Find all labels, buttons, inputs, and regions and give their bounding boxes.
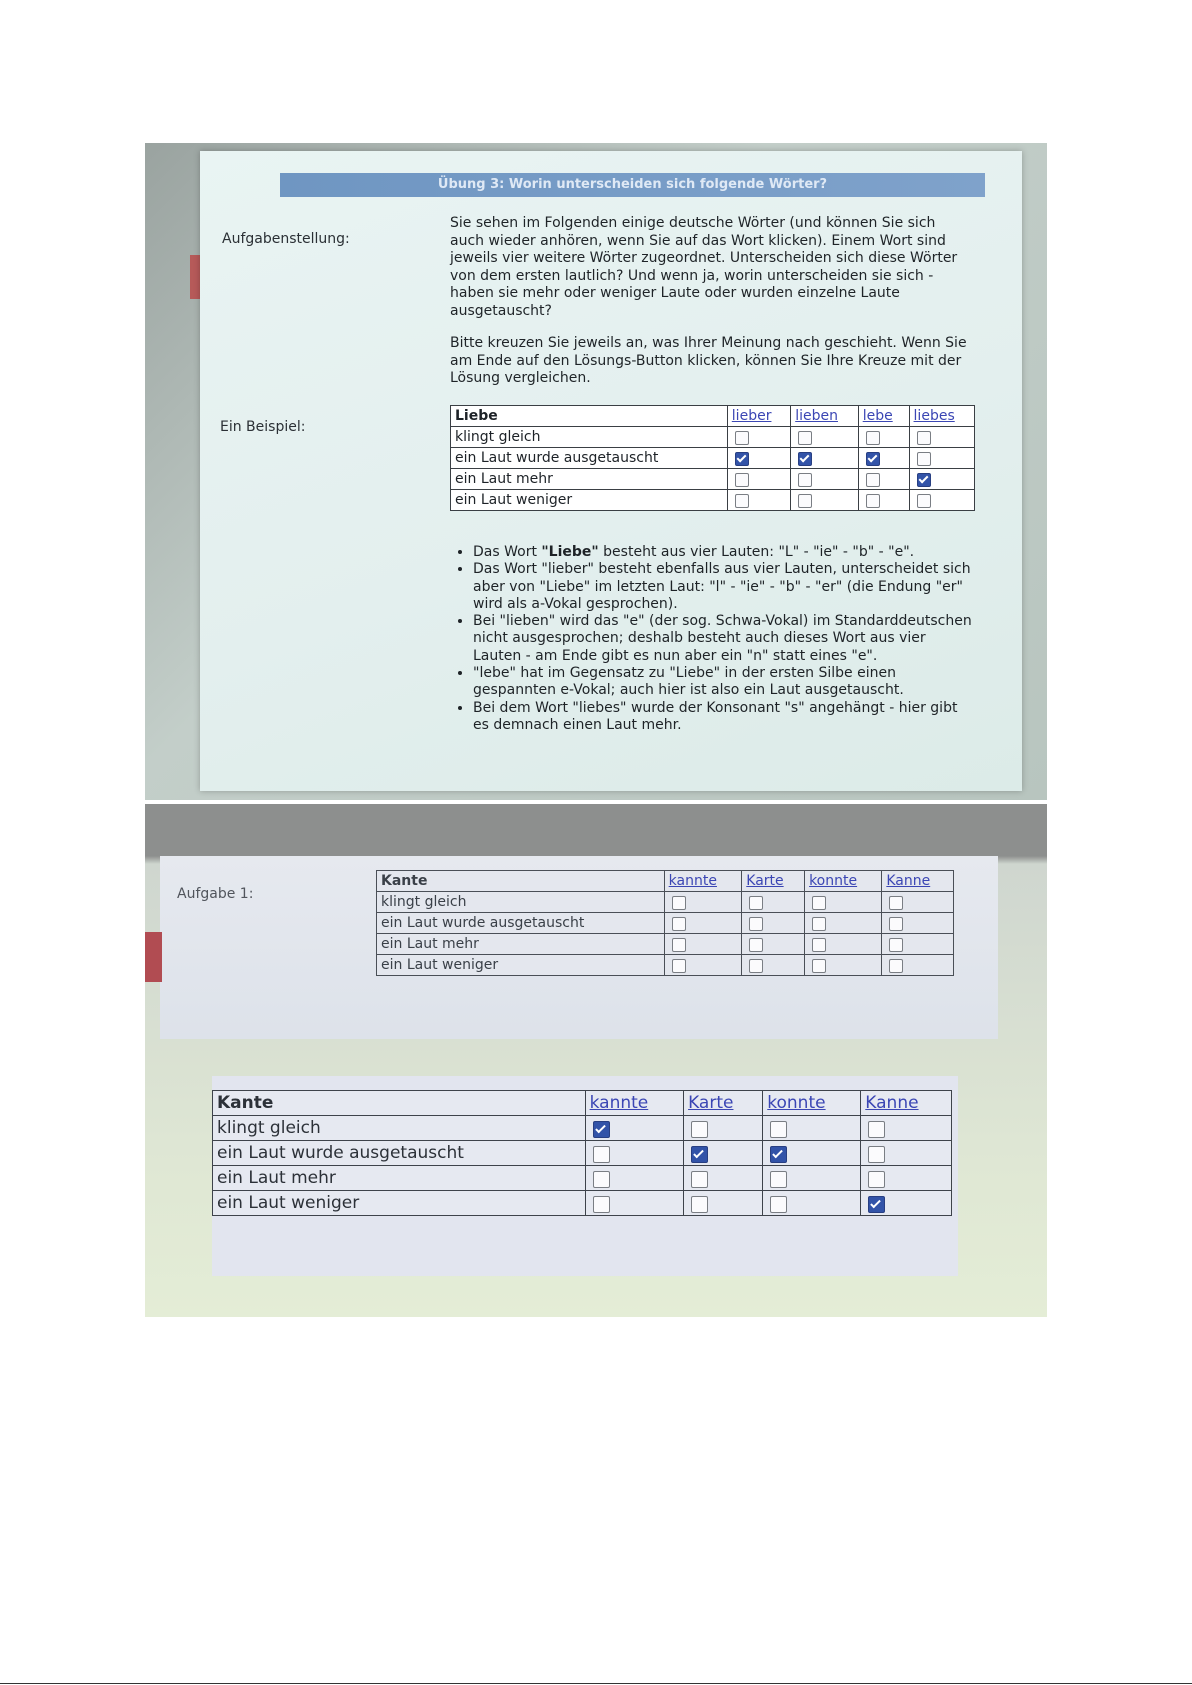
- explanation-item: [473, 665, 973, 700]
- row-label: ein Laut weniger: [213, 1191, 586, 1216]
- checkbox-cell: [861, 1191, 952, 1216]
- checkbox-cell: [858, 427, 909, 448]
- explanation-text: Das Wort "lieber" besteht ebenfalls aus vier Lauten, unterscheidet sich aber von "Liebe" im letzten Laut: "l" - "ie" - "b" - "er" (die Endung "er" wird als a-Vokal gesprochen).: [473, 561, 971, 612]
- answer-checkbox[interactable]: [735, 473, 749, 487]
- row-label: ein Laut wurde ausgetauscht: [213, 1141, 586, 1166]
- explanation-text: besteht aus vier Lauten: "L" - "ie" - "b" - "e".: [598, 544, 915, 560]
- example-label: Ein Beispiel:: [220, 419, 306, 435]
- task1-table: [376, 870, 954, 976]
- answer-checkbox[interactable]: [770, 1146, 787, 1163]
- checkbox-cell: [882, 934, 954, 955]
- word-column-header: [664, 871, 742, 892]
- word-audio-link[interactable]: liebes: [913, 408, 955, 424]
- explanation-bold-word: "Liebe": [541, 544, 599, 560]
- word-audio-link[interactable]: kannte: [589, 1093, 649, 1113]
- answer-checkbox[interactable]: [798, 452, 812, 466]
- checkbox-cell: [742, 955, 805, 976]
- checkbox-cell: [742, 934, 805, 955]
- table-row: [451, 490, 975, 511]
- answer-checkbox[interactable]: [770, 1171, 787, 1188]
- word-audio-link[interactable]: lieber: [731, 408, 772, 424]
- answer-checkbox[interactable]: [868, 1121, 885, 1138]
- checkbox-cell: [742, 913, 805, 934]
- checkbox-cell: [585, 1191, 683, 1216]
- answer-checkbox[interactable]: [770, 1196, 787, 1213]
- task1-label: Aufgabe 1:: [177, 886, 254, 902]
- table-row: [451, 469, 975, 490]
- table-row: [213, 1141, 952, 1166]
- table-row: [377, 892, 954, 913]
- word-audio-link[interactable]: Karte: [688, 1093, 734, 1113]
- checkbox-cell: [858, 490, 909, 511]
- explanation-item: [473, 613, 973, 665]
- checkbox-cell: [909, 469, 974, 490]
- row-label: ein Laut wurde ausgetauscht: [451, 448, 728, 469]
- answer-checkbox[interactable]: [593, 1121, 610, 1138]
- explanation-list: [455, 544, 973, 734]
- table-row: [377, 934, 954, 955]
- word-audio-link[interactable]: konnte: [809, 873, 858, 889]
- checkbox-cell: [664, 955, 742, 976]
- answer-checkbox[interactable]: [866, 473, 880, 487]
- checkbox-cell: [763, 1116, 861, 1141]
- checkbox-cell: [664, 934, 742, 955]
- solution-table: [212, 1090, 952, 1216]
- row-label: ein Laut mehr: [377, 934, 665, 955]
- checkbox-cell: [727, 469, 790, 490]
- word-column-header: [791, 406, 858, 427]
- answer-checkbox[interactable]: [672, 917, 686, 931]
- explanation-text: Bei "lieben" wird das "e" (der sog. Schwa-Vokal) im Standarddeutschen nicht ausgesprochen; deshalb besteht auch dieses Wort aus vier Lauten - am Ende gibt es nun aber ein "n" statt eines "e".: [473, 613, 972, 664]
- answer-checkbox[interactable]: [812, 938, 826, 952]
- word-audio-link[interactable]: Karte: [746, 873, 784, 889]
- word-column-header: [684, 1091, 763, 1116]
- checkbox-cell: [909, 490, 974, 511]
- explanation-item: [473, 561, 973, 613]
- answer-checkbox[interactable]: [798, 431, 812, 445]
- checkbox-cell: [909, 448, 974, 469]
- answer-checkbox[interactable]: [691, 1146, 708, 1163]
- checkbox-cell: [727, 490, 790, 511]
- answer-checkbox[interactable]: [868, 1171, 885, 1188]
- explanation-item: [473, 700, 973, 735]
- checkbox-cell: [684, 1116, 763, 1141]
- answer-checkbox[interactable]: [735, 452, 749, 466]
- answer-checkbox[interactable]: [672, 896, 686, 910]
- word-audio-link[interactable]: lebe: [862, 408, 893, 424]
- row-label: klingt gleich: [213, 1116, 586, 1141]
- example-table: [450, 405, 975, 511]
- checkbox-cell: [791, 490, 858, 511]
- table-row: [377, 955, 954, 976]
- word-column-header: [585, 1091, 683, 1116]
- exercise-title: Übung 3: Worin unterscheiden sich folgende Wörter?: [280, 173, 985, 197]
- checkbox-cell: [763, 1191, 861, 1216]
- checkbox-cell: [742, 892, 805, 913]
- answer-checkbox[interactable]: [889, 959, 903, 973]
- checkbox-cell: [791, 427, 858, 448]
- checkbox-cell: [791, 448, 858, 469]
- answer-checkbox[interactable]: [812, 917, 826, 931]
- word-audio-link[interactable]: konnte: [767, 1093, 826, 1113]
- answer-checkbox[interactable]: [798, 473, 812, 487]
- checkbox-cell: [684, 1166, 763, 1191]
- word-audio-link[interactable]: Kanne: [865, 1093, 919, 1113]
- checkbox-cell: [763, 1141, 861, 1166]
- answer-checkbox[interactable]: [866, 494, 880, 508]
- photo-task-and-solution: [145, 804, 1047, 1317]
- photo-exercise-example: [145, 143, 1047, 800]
- row-label: ein Laut wurde ausgetauscht: [377, 913, 665, 934]
- row-label: klingt gleich: [377, 892, 665, 913]
- table-row: [451, 427, 975, 448]
- answer-checkbox[interactable]: [889, 896, 903, 910]
- row-label: ein Laut weniger: [377, 955, 665, 976]
- word-column-header: [882, 871, 954, 892]
- page-bottom-rule: [0, 1683, 1192, 1684]
- answer-checkbox[interactable]: [749, 938, 763, 952]
- explanation-text: "lebe" hat im Gegensatz zu "Liebe" in der ersten Silbe einen gespannten e-Vokal; auch hier ist also ein Laut ausgetauscht.: [473, 665, 904, 699]
- word-column-header: [742, 871, 805, 892]
- checkbox-cell: [861, 1166, 952, 1191]
- answer-checkbox[interactable]: [889, 938, 903, 952]
- table-header-row: [451, 406, 975, 427]
- checkbox-cell: [858, 469, 909, 490]
- red-accent-bar: [145, 932, 162, 982]
- checkbox-cell: [861, 1116, 952, 1141]
- answer-checkbox[interactable]: [812, 896, 826, 910]
- checkbox-cell: [805, 892, 882, 913]
- task-text: Sie sehen im Folgenden einige deutsche Wörter (und können Sie sich auch wieder anhören, wenn Sie auf das Wort klicken). Einem Wort sind jeweils vier weitere Wörter zugeordnet. Unterscheiden sich diese Wörter von dem ersten lautlich? Und wenn ja, worin unterscheiden sie sich - haben sie mehr oder weniger Laute oder wurden einzelne Laute ausgetauscht?: [450, 215, 958, 319]
- answer-checkbox[interactable]: [593, 1196, 610, 1213]
- answer-checkbox[interactable]: [749, 917, 763, 931]
- checkbox-cell: [791, 469, 858, 490]
- word-column-header: [861, 1091, 952, 1116]
- explanation-text: Bei dem Wort "liebes" wurde der Konsonant "s" angehängt - hier gibt es demnach einen Laut mehr.: [473, 699, 958, 733]
- checkbox-cell: [727, 448, 790, 469]
- checkbox-cell: [861, 1141, 952, 1166]
- solution-screen: [212, 1076, 958, 1276]
- answer-checkbox[interactable]: [798, 494, 812, 508]
- table-row: [451, 448, 975, 469]
- answer-checkbox[interactable]: [735, 431, 749, 445]
- table-base-word: Kante: [213, 1091, 586, 1116]
- answer-checkbox[interactable]: [812, 959, 826, 973]
- table-base-word: Kante: [377, 871, 665, 892]
- word-audio-link[interactable]: kannte: [668, 873, 717, 889]
- answer-checkbox[interactable]: [593, 1171, 610, 1188]
- exercise-screen: [200, 151, 1022, 791]
- checkbox-cell: [805, 913, 882, 934]
- answer-checkbox[interactable]: [917, 431, 931, 445]
- answer-checkbox[interactable]: [868, 1196, 885, 1213]
- checkbox-cell: [882, 913, 954, 934]
- answer-checkbox[interactable]: [672, 938, 686, 952]
- answer-checkbox[interactable]: [593, 1146, 610, 1163]
- answer-checkbox[interactable]: [889, 917, 903, 931]
- answer-checkbox[interactable]: [691, 1171, 708, 1188]
- explanation-text: Das Wort: [473, 544, 542, 560]
- word-column-header: [805, 871, 882, 892]
- instruction-text: Bitte kreuzen Sie jeweils an, was Ihrer Meinung nach geschieht. Wenn Sie am Ende auf den Lösungs-Button klicken, können Sie Ihre Kreuze mit der Lösung vergleichen.: [450, 335, 967, 386]
- row-label: ein Laut weniger: [451, 490, 728, 511]
- table-row: [213, 1116, 952, 1141]
- row-label: klingt gleich: [451, 427, 728, 448]
- table-row: [377, 913, 954, 934]
- checkbox-cell: [684, 1191, 763, 1216]
- explanation-item: [473, 544, 973, 561]
- answer-checkbox[interactable]: [770, 1121, 787, 1138]
- word-audio-link[interactable]: lieben: [795, 408, 838, 424]
- answer-checkbox[interactable]: [917, 473, 931, 487]
- task-screen: [160, 856, 998, 1039]
- answer-checkbox[interactable]: [735, 494, 749, 508]
- row-label: ein Laut mehr: [213, 1166, 586, 1191]
- row-label: ein Laut mehr: [451, 469, 728, 490]
- answer-checkbox[interactable]: [917, 452, 931, 466]
- word-column-header: [763, 1091, 861, 1116]
- table-base-word: Liebe: [451, 406, 728, 427]
- answer-checkbox[interactable]: [749, 896, 763, 910]
- answer-checkbox[interactable]: [868, 1146, 885, 1163]
- answer-checkbox[interactable]: [691, 1196, 708, 1213]
- checkbox-cell: [882, 892, 954, 913]
- checkbox-cell: [858, 448, 909, 469]
- answer-checkbox[interactable]: [691, 1121, 708, 1138]
- checkbox-cell: [585, 1141, 683, 1166]
- table-header-row: [213, 1091, 952, 1116]
- answer-checkbox[interactable]: [917, 494, 931, 508]
- word-column-header: [858, 406, 909, 427]
- table-header-row: [377, 871, 954, 892]
- word-column-header: [909, 406, 974, 427]
- checkbox-cell: [664, 913, 742, 934]
- checkbox-cell: [805, 955, 882, 976]
- checkbox-cell: [727, 427, 790, 448]
- checkbox-cell: [585, 1166, 683, 1191]
- checkbox-cell: [882, 955, 954, 976]
- word-column-header: [727, 406, 790, 427]
- answer-checkbox[interactable]: [672, 959, 686, 973]
- word-audio-link[interactable]: Kanne: [886, 873, 931, 889]
- answer-checkbox[interactable]: [866, 452, 880, 466]
- task-label: Aufgabenstellung:: [222, 231, 350, 247]
- table-row: [213, 1191, 952, 1216]
- checkbox-cell: [909, 427, 974, 448]
- checkbox-cell: [684, 1141, 763, 1166]
- checkbox-cell: [585, 1116, 683, 1141]
- checkbox-cell: [805, 934, 882, 955]
- table-row: [213, 1166, 952, 1191]
- answer-checkbox[interactable]: [749, 959, 763, 973]
- answer-checkbox[interactable]: [866, 431, 880, 445]
- checkbox-cell: [664, 892, 742, 913]
- checkbox-cell: [763, 1166, 861, 1191]
